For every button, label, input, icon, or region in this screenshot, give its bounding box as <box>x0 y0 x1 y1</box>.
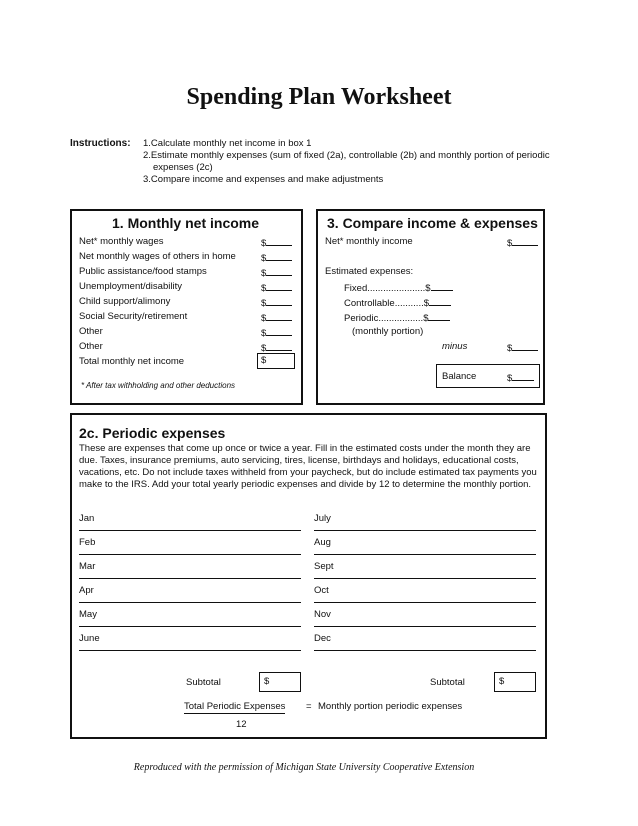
month-line-june[interactable]: June <box>79 633 301 651</box>
box2c-title: 2c. Periodic expenses <box>79 425 226 441</box>
divisor: 12 <box>236 719 247 730</box>
subtotal-field-right[interactable]: $ <box>494 672 536 692</box>
equals-sign: = <box>306 701 312 712</box>
income-row-label: Other <box>79 341 103 352</box>
subtotal-label-left: Subtotal <box>186 677 221 688</box>
net-monthly-income-field[interactable]: $ <box>507 236 538 249</box>
total-income-field[interactable]: $ <box>257 353 295 369</box>
instructions-list <box>143 138 553 186</box>
estimated-expenses-label: Estimated expenses: <box>325 266 414 277</box>
total-periodic-label: Total Periodic Expenses <box>184 701 286 712</box>
income-row-label: Public assistance/food stamps <box>79 266 207 277</box>
subtotal-field-left[interactable]: $ <box>259 672 301 692</box>
income-row-label: Other <box>79 326 103 337</box>
minus-amount-field[interactable]: $ <box>507 341 538 354</box>
page-title: Spending Plan Worksheet <box>186 84 452 110</box>
instruction-item: 2.Estimate monthly expenses (sum of fixed (2a), controllable (2b) and monthly portion of periodic expenses (2c) <box>143 150 550 173</box>
balance-field[interactable]: $ <box>507 371 534 384</box>
balance-label: Balance <box>442 371 477 382</box>
controllable-expenses-field[interactable]: Controllable...........$ <box>344 296 451 309</box>
subtotal-label-right: Subtotal <box>430 677 465 688</box>
monthly-portion-note: (monthly portion) <box>352 326 424 337</box>
income-amount-field[interactable]: $ <box>261 236 292 249</box>
total-income-label: Total monthly net income <box>79 356 185 367</box>
month-line-may[interactable]: May <box>79 609 301 627</box>
income-row-label: Child support/alimony <box>79 296 171 307</box>
income-amount-field[interactable]: $ <box>261 326 292 339</box>
income-row-label: Net* monthly wages <box>79 236 164 247</box>
box3-title: 3. Compare income & expenses <box>327 215 538 231</box>
footnote: * After tax withholding and other deductions <box>81 381 236 390</box>
income-amount-field[interactable]: $ <box>261 311 292 324</box>
month-line-nov[interactable]: Nov <box>314 609 536 627</box>
minus-label: minus <box>442 341 468 352</box>
income-amount-field[interactable]: $ <box>261 341 292 354</box>
income-amount-field[interactable]: $ <box>261 251 292 264</box>
income-row-label: Unemployment/disability <box>79 281 182 292</box>
compare-income-expenses-box <box>316 209 545 405</box>
net-monthly-income-label: Net* monthly income <box>325 236 413 247</box>
balance-box <box>436 364 540 388</box>
permission-footer: Reproduced with the permission of Michigan State University Cooperative Extension <box>133 762 475 773</box>
instruction-item: 1.Calculate monthly net income in box 1 <box>143 138 312 149</box>
month-line-feb[interactable]: Feb <box>79 537 301 555</box>
month-line-sept[interactable]: Sept <box>314 561 536 579</box>
month-line-aug[interactable]: Aug <box>314 537 536 555</box>
instruction-item: 3.Compare income and expenses and make adjustments <box>143 174 384 185</box>
month-line-apr[interactable]: Apr <box>79 585 301 603</box>
month-line-jan[interactable]: Jan <box>79 513 301 531</box>
income-amount-field[interactable]: $ <box>261 266 292 279</box>
income-amount-field[interactable]: $ <box>261 296 292 309</box>
month-line-dec[interactable]: Dec <box>314 633 536 651</box>
month-line-july[interactable]: July <box>314 513 536 531</box>
fixed-expenses-field[interactable]: Fixed......................$ <box>344 281 453 294</box>
month-line-mar[interactable]: Mar <box>79 561 301 579</box>
month-line-oct[interactable]: Oct <box>314 585 536 603</box>
monthly-net-income-box <box>70 209 303 405</box>
periodic-description: These are expenses that come up once or twice a year. Fill in the estimated costs under the month they are due. Taxes, insurance premiums, auto servicing, tires, license, birthdays and holidays, educational costs, vacations, etc. Do not include taxes withheld from your paycheck, but do include estimated tax payments you make to the IRS. Add your total yearly periodic expenses and divide by 12 to determine the monthly portion. <box>79 443 537 490</box>
monthly-portion-text: Monthly portion periodic expenses <box>318 701 463 712</box>
instructions-label: Instructions: <box>70 138 131 149</box>
periodic-expenses-box <box>70 413 547 739</box>
income-amount-field[interactable]: $ <box>261 281 292 294</box>
periodic-expenses-field[interactable]: Periodic.................$ <box>344 311 450 324</box>
income-row-label: Net monthly wages of others in home <box>79 251 236 262</box>
box1-title: 1. Monthly net income <box>112 215 260 231</box>
income-row-label: Social Security/retirement <box>79 311 188 322</box>
